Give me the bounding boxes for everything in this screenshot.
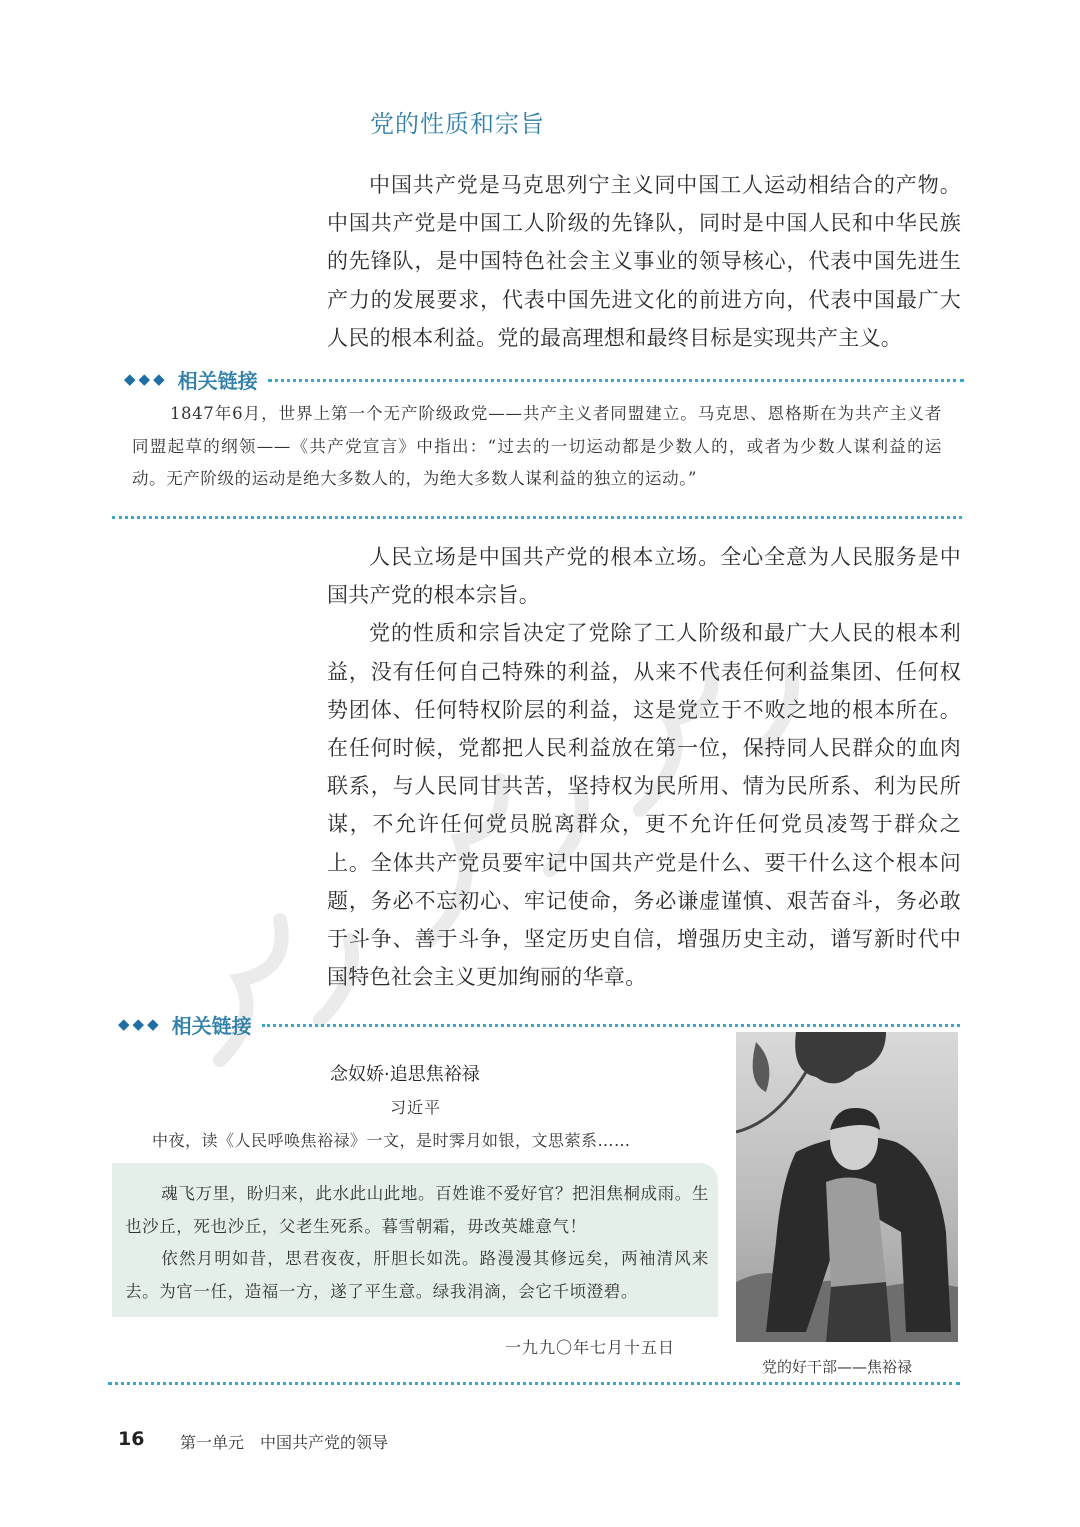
dotted-divider	[268, 379, 964, 382]
related-link-text-1	[132, 398, 942, 496]
body-paragraph-1: 人民立场是中国共产党的根本立场。全心全意为人民服务是中国共产党的根本宗旨。	[327, 545, 961, 608]
footer-unit-title: 第一单元 中国共产党的领导	[180, 1433, 389, 1452]
photo-caption: 党的好干部——焦裕禄	[762, 1358, 913, 1376]
poem-title: 念奴娇·追思焦裕禄	[330, 1064, 480, 1085]
intro-block	[327, 166, 961, 357]
diamond-icon: ◆◆◆	[118, 1015, 162, 1033]
related-link-label-2: 相关链接	[171, 1013, 252, 1038]
poem-stanza-2: 依然月明如昔，思君夜夜，肝胆长如洗。路漫漫其修远矣，两袖清风来去。为官一任，造福一方，遂了平生意。绿我涓滴，会它千顷澄碧。	[125, 1249, 709, 1301]
poem-stanza-1: 魂飞万里，盼归来，此水此山此地。百姓谁不爱好官？把泪焦桐成雨。生也沙丘，死也沙丘，父老生死系。暮雪朝霜，毋改英雄意气！	[125, 1184, 709, 1236]
intro-paragraph: 中国共产党是马克思列宁主义同中国工人运动相结合的产物。中国共产党是中国工人阶级的先锋队，同时是中国人民和中华民族的先锋队，是中国特色社会主义事业的领导核心，代表中国先进生产力的发展要求，代表中国先进文化的前进方向，代表中国最广大人民的根本利益。党的最高理想和最终目标是实现共产主义。	[327, 173, 961, 350]
dotted-divider	[112, 516, 962, 519]
page-number: 16	[118, 1428, 145, 1450]
related-link-label-1: 相关链接	[177, 368, 258, 393]
portrait-photo	[736, 1032, 958, 1342]
poem-body	[125, 1178, 709, 1308]
diamond-icon: ◆◆◆	[124, 370, 168, 388]
section-title: 党的性质和宗旨	[370, 110, 545, 138]
body-paragraph-2: 党的性质和宗旨决定了党除了工人阶级和最广大人民的根本利益，没有任何自己特殊的利益，从来不代表任何利益集团、任何权势团体、任何特权阶层的利益，这是党立于不败之地的根本所在。在任何时候，党都把人民利益放在第一位，保持同人民群众的血肉联系，与人民同甘共苦，坚持权为民所用、情为民所系、利为民所谋，不允许任何党员脱离群众，更不允许任何党员凌驾于群众之上。全体共产党员要牢记中国共产党是什么、要干什么这个根本问题，务必不忘初心、牢记使命，务必谦虚谨慎、艰苦奋斗，务必敢于斗争、善于斗争，坚定历史自信，增强历史主动，谱写新时代中国特色社会主义更加绚丽的华章。	[327, 621, 961, 990]
link1-paragraph: 1847年6月，世界上第一个无产阶级政党——共产主义者同盟建立。马克思、恩格斯在为共产主义者同盟起草的纲领——《共产党宣言》中指出：“过去的一切运动都是少数人的，或者为少数人谋利益的运动。无产阶级的运动是绝大多数人的，为绝大多数人谋利益的独立的运动。”	[132, 404, 942, 488]
dotted-divider	[108, 1382, 960, 1385]
related-link-header-1	[124, 364, 964, 394]
dotted-divider	[262, 1024, 960, 1027]
body-block	[327, 538, 961, 996]
poem-preface: 中夜，读《人民呼唤焦裕禄》一文，是时霁月如银，文思萦系……	[152, 1131, 631, 1150]
poem-author: 习近平	[390, 1098, 442, 1117]
poem-date: 一九九〇年七月十五日	[505, 1338, 676, 1357]
